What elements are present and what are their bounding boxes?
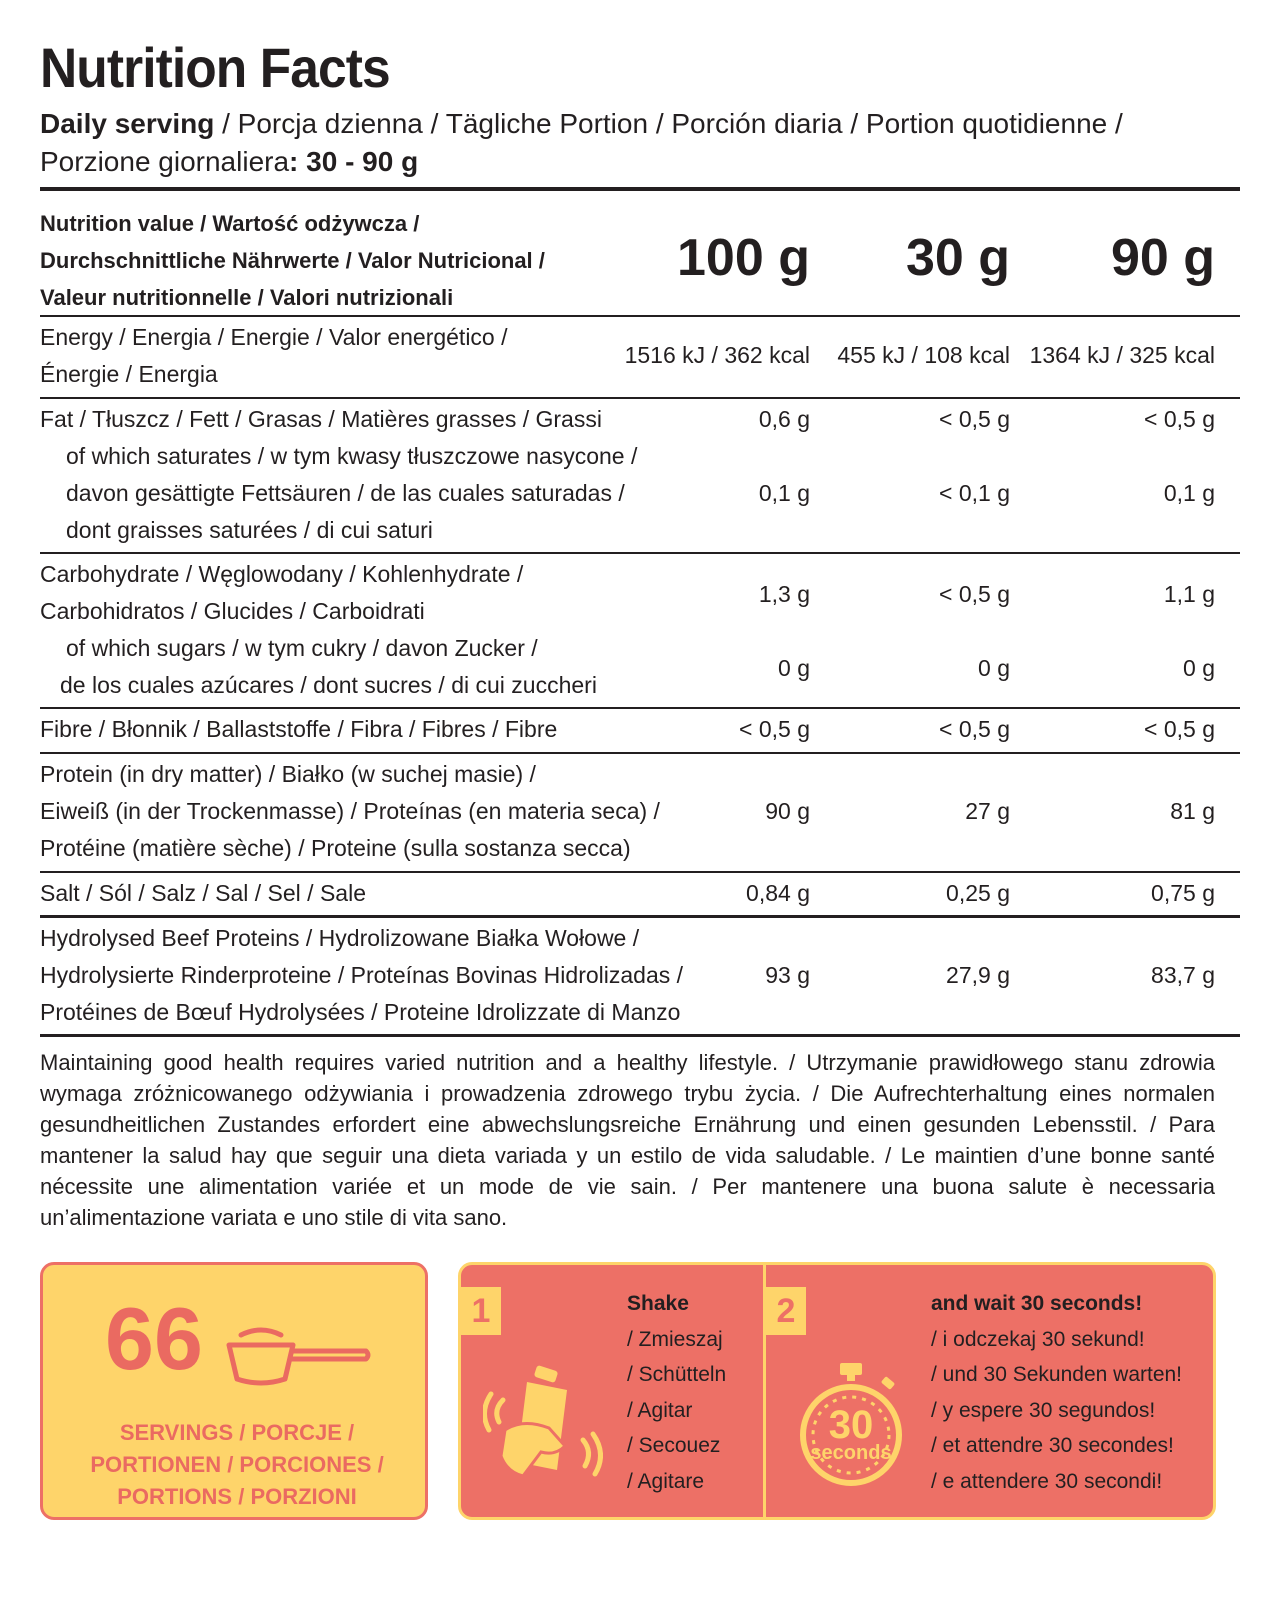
row-label: Salt / Sól / Salz / Sal / Sel / Sale [40,880,366,906]
servings-label-line: SERVINGS / PORCJE / [119,1420,355,1445]
column-header-100g: 100 g [677,229,810,287]
divider [40,871,1240,873]
value-30g: 0,25 g [946,880,1010,906]
value-90g: 1364 kJ / 325 kcal [1029,342,1215,368]
row-label-line: Énergie / Energia [40,361,218,387]
step-2-text [931,1286,1182,1499]
table-row-salt [40,875,1240,912]
row-label [40,556,523,630]
step-1-line: / Agitar [627,1398,693,1422]
row-label-line: Energy / Energia / Energie / Valor energético / [40,324,508,350]
row-label-line: of which sugars / w tym cukry / davon Zucker / [66,635,538,661]
row-label: Fibre / Błonnik / Ballaststoffe / Fibra / Fibres / Fibre [40,716,558,742]
instructions-box [458,1262,1216,1520]
header-line: Durchschnittliche Nährwerte / Valor Nutricional / [40,248,545,273]
table-row-carbohydrate [40,556,1240,630]
value-30g: 455 kJ / 108 kcal [837,342,1010,368]
table-row-fibre [40,711,1240,748]
divider [40,315,1240,317]
step-1-badge: 1 [461,1287,501,1335]
value-30g: 27,9 g [946,962,1010,988]
divider [40,1034,1240,1037]
row-label-line: Hydrolysierte Rinderproteine / Proteínas Bovinas Hidrolizadas / [40,962,684,988]
shaker-icon [483,1360,603,1490]
row-label [66,438,637,549]
timer-unit: seconds [810,1442,892,1464]
row-label-line: davon gesättigte Fettsäuren / de las cuales saturadas / [66,480,625,506]
step-2-line: / et attendre 30 secondes! [931,1434,1174,1457]
stopwatch-icon [796,1357,906,1497]
divider [40,915,1240,918]
servings-label [43,1417,431,1513]
row-label-line: Hydrolysed Beef Proteins / Hydrolizowane Białka Wołowe / [40,925,640,951]
serving-value: : 30 - 90 g [289,146,419,177]
table-row-energy [40,319,1240,397]
scoop-icon [223,1323,373,1393]
row-label [40,920,683,1031]
value-100g: 90 g [765,798,810,824]
row-label-line: Carbohidratos / Glucides / Carboidrati [40,598,425,624]
column-header-label [40,205,545,316]
table-row-sugars [40,630,1240,704]
table-row-protein [40,756,1240,867]
column-header-90g: 90 g [1110,229,1215,287]
step-1-line: / Secouez [627,1434,721,1457]
serving-label-bold: Daily serving [40,108,215,139]
table-row-fat [40,401,1240,438]
row-label-line: Protéine (matière sèche) / Proteine (sulla sostanza secca) [40,835,631,861]
page-title: Nutrition Facts [40,36,390,99]
value-100g: 0,6 g [758,406,810,432]
step-2-line: / i odczekaj 30 sekund! [931,1327,1145,1351]
step-1-line: / Schütteln [627,1363,727,1386]
row-label [40,756,660,867]
table-row-beef-proteins [40,920,1240,1031]
value-100g: 1516 kJ / 362 kcal [624,342,810,368]
row-label-line: Eiweiß (in der Trockenmasse) / Proteínas (en materia seca) / [40,798,660,824]
value-100g: 0 g [778,655,810,681]
value-100g: 0,1 g [758,480,810,506]
step-1-line: / Zmieszaj [627,1327,723,1351]
value-90g: 0,75 g [1151,880,1215,906]
value-90g: < 0,5 g [1144,406,1215,432]
row-label-line: of which saturates / w tym kwasy tłuszczowe nasycone / [66,443,638,469]
header-line: Nutrition value / Wartość odżywcza / [40,211,420,236]
row-label-line: Protein (in dry matter) / Białko (w suchej masie) / [40,761,536,787]
row-label-line: Protéines de Bœuf Hydrolysées / Proteine Idrolizzate di Manzo [40,999,681,1025]
row-label-line: de los cuales azúcares / dont sucres / di cui zuccheri [60,672,597,698]
servings-label-line: PORTIONS / PORZIONI [117,1484,357,1509]
daily-serving [40,105,1240,181]
serving-label-rest: / Porcja dzienna / Tägliche Portion / Porción diaria / Portion quotidienne / Porzione giornaliera [40,108,1123,177]
value-100g: 1,3 g [758,581,810,607]
divider [40,397,1240,399]
row-label-line: dont graisses saturées / di cui saturi [66,517,433,543]
value-30g: < 0,5 g [939,581,1010,607]
step-1-text [627,1286,726,1499]
row-label [40,630,597,704]
divider [40,707,1240,709]
header-line: Valeur nutritionnelle / Valori nutrizionali [40,285,454,310]
value-30g: < 0,5 g [939,406,1010,432]
step-1-line: / Agitare [627,1469,705,1493]
row-label-line: Carbohydrate / Węglowodany / Kohlenhydrate / [40,561,524,587]
row-label [40,319,508,393]
step-2-heading: and wait 30 seconds! [931,1292,1143,1315]
value-30g: 0 g [978,655,1010,681]
divider [40,187,1240,191]
value-30g: 27 g [965,798,1010,824]
value-90g: 83,7 g [1151,962,1215,988]
value-100g: < 0,5 g [739,716,810,742]
value-100g: 0,84 g [746,880,810,906]
value-100g: 93 g [765,962,810,988]
step-1-heading: Shake [627,1292,689,1315]
value-90g: < 0,5 g [1144,716,1215,742]
step-2-line: / y espere 30 segundos! [931,1398,1156,1422]
value-90g: 81 g [1170,798,1215,824]
table-row-saturates [40,438,1240,549]
value-90g: 0 g [1183,655,1215,681]
step-2-badge: 2 [766,1287,806,1335]
column-header-30g: 30 g [905,229,1010,287]
value-30g: < 0,5 g [939,716,1010,742]
servings-label-line: PORTIONEN / PORCIONES / [90,1452,384,1477]
health-note: Maintaining good health requires varied nutrition and a healthy lifestyle. / Utrzymanie prawidłowego stanu zdrowia wymaga zróżnicowanego odżywiania i prowadzenia zdrowego trybu życia. / Die Aufrechterhaltung eines normalen gesundheitlichen Zustandes erfordert eine abwechslungsreiche Ernährung und einen gesunden Lebensstil. / Para mantener la salud hay que seguir una dieta variada y un estilo de vida saludable. / Le maintien d’une bonne santé nécessite une alimentation variée et un mode de vie sain. / Per mantenere una buona salute è necessaria un’alimentazione variata e uno stile di vita sano. [40,1050,1215,1230]
step-2-line: / und 30 Sekunden warten! [931,1363,1183,1386]
row-label: Fat / Tłuszcz / Fett / Grasas / Matières grasses / Grassi [40,406,602,432]
divider [40,752,1240,754]
servings-box [40,1262,428,1520]
value-90g: 1,1 g [1163,581,1215,607]
value-90g: 0,1 g [1163,480,1215,506]
servings-count: 66 [105,1289,203,1388]
step-2-line: / e attendere 30 secondi! [931,1469,1163,1493]
timer-number: 30 [828,1403,874,1447]
divider [40,552,1240,554]
value-30g: < 0,1 g [939,480,1010,506]
